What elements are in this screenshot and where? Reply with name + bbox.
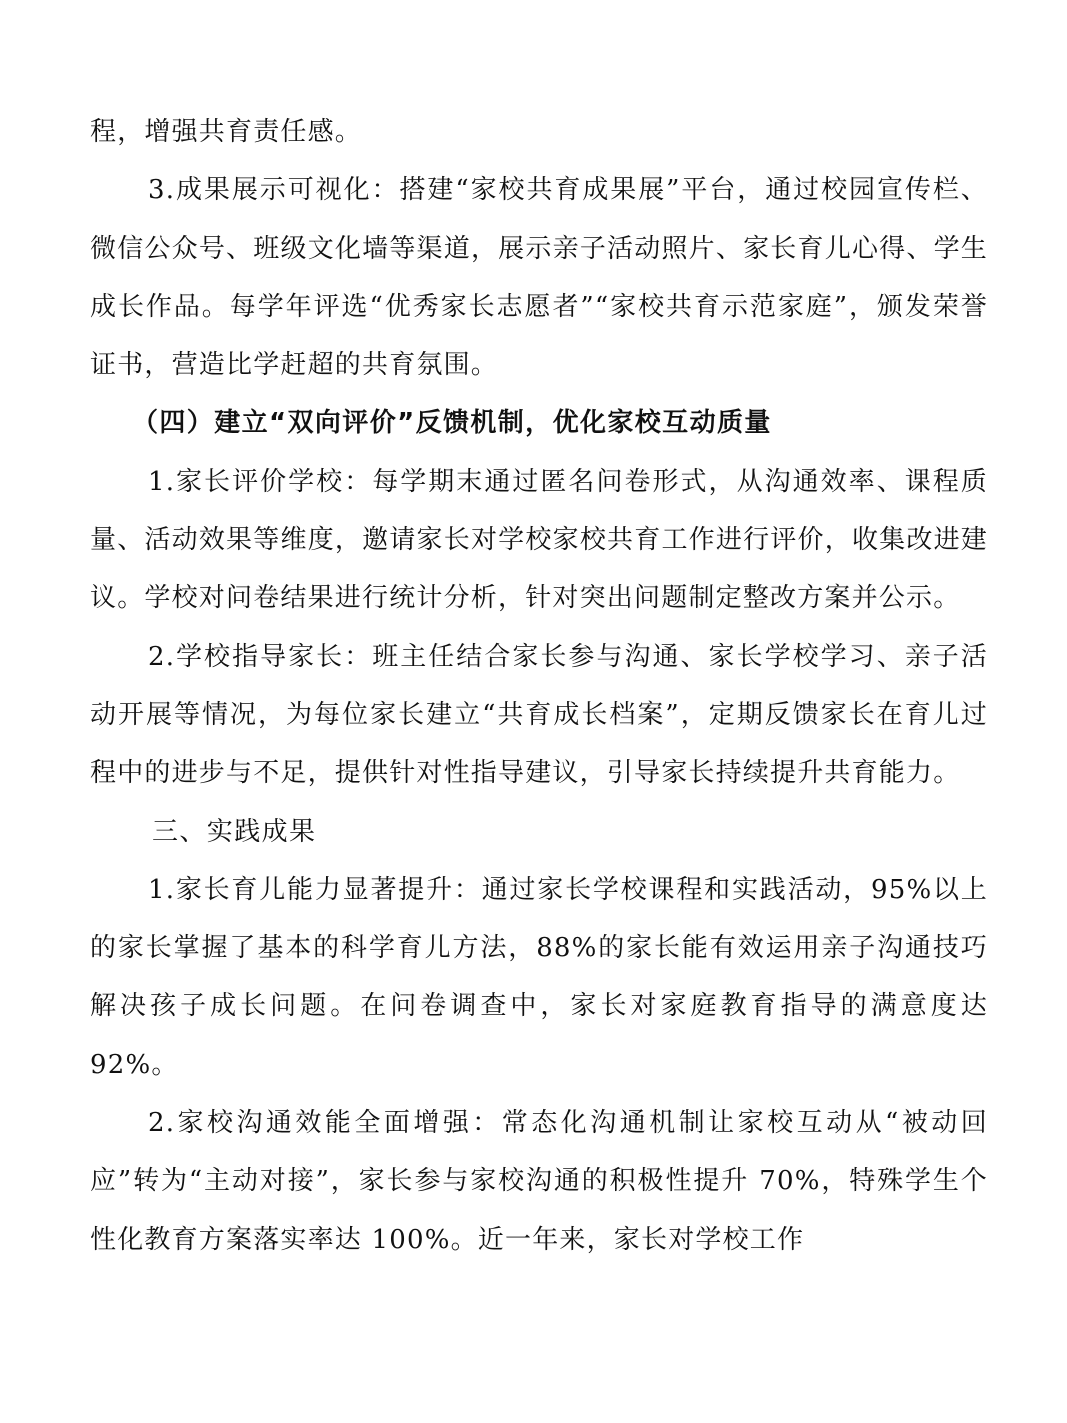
paragraph-parents-evaluate-school: 1.家长评价学校：每学期末通过匿名问卷形式，从沟通效率、课程质量、活动效果等维度，邀请家长对学校家校共育工作进行评价，收集改进建议。学校对问卷结果进行统计分析，针对突出问题制定整改方案并公示。 [90, 466, 988, 614]
paragraph-results-display: 3.成果展示可视化：搭建“家校共育成果展”平台，通过校园宣传栏、微信公众号、班级文化墙等渠道，展示亲子活动照片、家长育儿心得、学生成长作品。每学年评选“优秀家长志愿者”“家校共育示范家庭”，颁发荣誉证书，营造比学赶超的共育氛围。 [90, 175, 988, 381]
paragraph-school-guides-parents: 2.学校指导家长：班主任结合家长参与沟通、家长学校学习、亲子活动开展等情况，为每位家长建立“共育成长档案”，定期反馈家长在育儿过程中的进步与不足，提供针对性指导建议，引导家长持续提升共育能力。 [90, 641, 988, 789]
document-page [90, 103, 988, 1269]
paragraph-continuation: 程，增强共育责任感。 [90, 117, 363, 147]
section-heading-practice-results: 三、实践成果 [152, 816, 317, 847]
paragraph-parenting-ability: 1.家长育儿能力显著提升：通过家长学校课程和实践活动，95%以上的家长掌握了基本的科学育儿方法，88%的家长能有效运用亲子沟通技巧解决孩子成长问题。在问卷调查中，家长对家庭教育指导的满意度达 92%。 [90, 874, 988, 1080]
paragraph-communication-efficiency: 2.家校沟通效能全面增强：常态化沟通机制让家校互动从“被动回应”转为“主动对接”，家长参与家校沟通的积极性提升 70%，特殊学生个性化教育方案落实率达 100%。近一年来，家长对学校工作 [90, 1108, 988, 1255]
section-heading-feedback-mechanism: （四）建立“双向评价”反馈机制，优化家校互动质量 [132, 408, 772, 439]
